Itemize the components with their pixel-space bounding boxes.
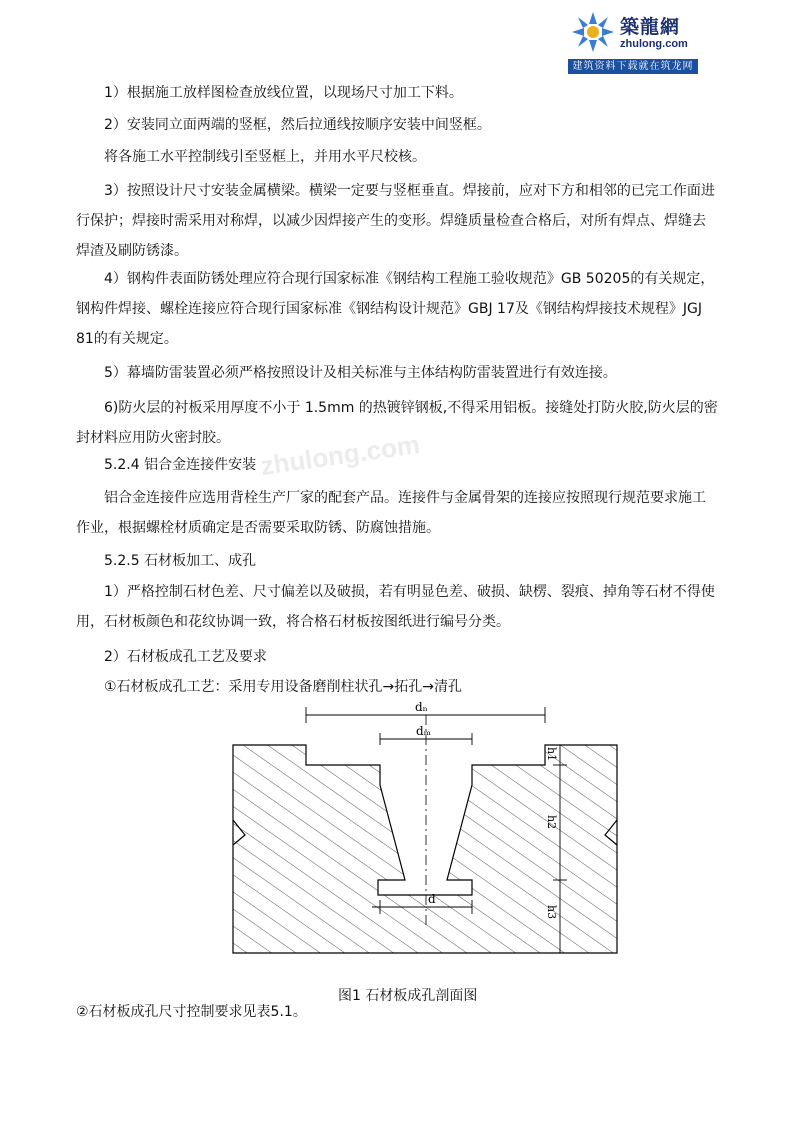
watermark: zhulong.com	[258, 428, 422, 482]
paragraph-step-2: 2）安装同立面两端的竖框，然后拉通线按顺序安装中间竖框。	[104, 117, 491, 133]
section-heading-5-2-4: 5.2.4 铝合金连接件安装	[104, 457, 257, 473]
logo-snowflake-icon	[570, 10, 616, 54]
dim-label-h2: h2	[545, 815, 558, 830]
paragraph-table-reference: ②石材板成孔尺寸控制要求见表5.1。	[76, 1004, 307, 1020]
section-heading-5-2-5: 5.2.5 石材板加工、成孔	[104, 553, 257, 569]
zhulong-logo	[568, 6, 698, 72]
logo-title: 築龍網	[620, 16, 681, 38]
dim-label-dn: dₙ	[415, 700, 428, 714]
paragraph-drilling-process: ①石材板成孔工艺：采用专用设备磨削柱状孔→拓孔→清孔	[104, 679, 463, 695]
stone-section	[233, 745, 617, 953]
paragraph-drilling-title: 2）石材板成孔工艺及要求	[104, 649, 267, 665]
paragraph-step-6: 6)防火层的衬板采用厚度不小于 1.5mm 的热镀锌钢板,不得采用铝板。接缝处打防火胶,防火层的密封材料应用防火密封胶。	[76, 400, 718, 446]
paragraph-stone-quality: 1）严格控制石材色差、尺寸偏差以及破损，若有明显色差、破损、缺楞、裂痕、掉角等石材不得使用，石材板颜色和花纹协调一致，将合格石材板按图纸进行编号分类。	[76, 584, 715, 630]
drilling-section-figure	[220, 695, 640, 985]
paragraph-step-1: 1）根据施工放样图检查放线位置，以现场尺寸加工下料。	[104, 85, 463, 101]
figure-caption: 图1 石材板成孔剖面图	[338, 988, 478, 1004]
logo-url: zhulong.com	[620, 38, 688, 50]
paragraph-level-control: 将各施工水平控制线引至竖框上，并用水平尺校核。	[104, 149, 426, 165]
dim-label-h1: h1	[545, 747, 558, 762]
logo-tagline: 建筑资料下载就在筑龙网	[568, 59, 698, 74]
paragraph-step-5: 5）幕墙防雷装置必须严格按照设计及相关标准与主体结构防雷装置进行有效连接。	[104, 365, 617, 381]
dim-label-h3: h3	[545, 905, 558, 920]
dim-label-d: d	[428, 892, 436, 906]
paragraph-connector: 铝合金连接件应选用背栓生产厂家的配套产品。连接件与金属骨架的连接应按照现行规范要求施工作业，根据螺栓材质确定是否需要采取防锈、防腐蚀措施。	[76, 490, 706, 536]
paragraph-step-3: 3）按照设计尺寸安装金属横梁。横梁一定要与竖框垂直。焊接前，应对下方和相邻的已完工作面进行保护；焊接时需采用对称焊，以减少因焊接产生的变形。焊缝质量检查合格后，对所有焊点、焊缝去焊渣及刷防锈漆。	[76, 183, 715, 259]
dim-label-dm: dₘ	[416, 724, 432, 738]
paragraph-step-4: 4）钢构件表面防锈处理应符合现行国家标准《钢结构工程施工验收规范》GB 50205的有关规定，钢构件焊接、螺栓连接应符合现行国家标准《钢结构设计规范》GBJ 17及《钢结构焊接技术规程》JGJ 81的有关规定。	[76, 271, 715, 347]
